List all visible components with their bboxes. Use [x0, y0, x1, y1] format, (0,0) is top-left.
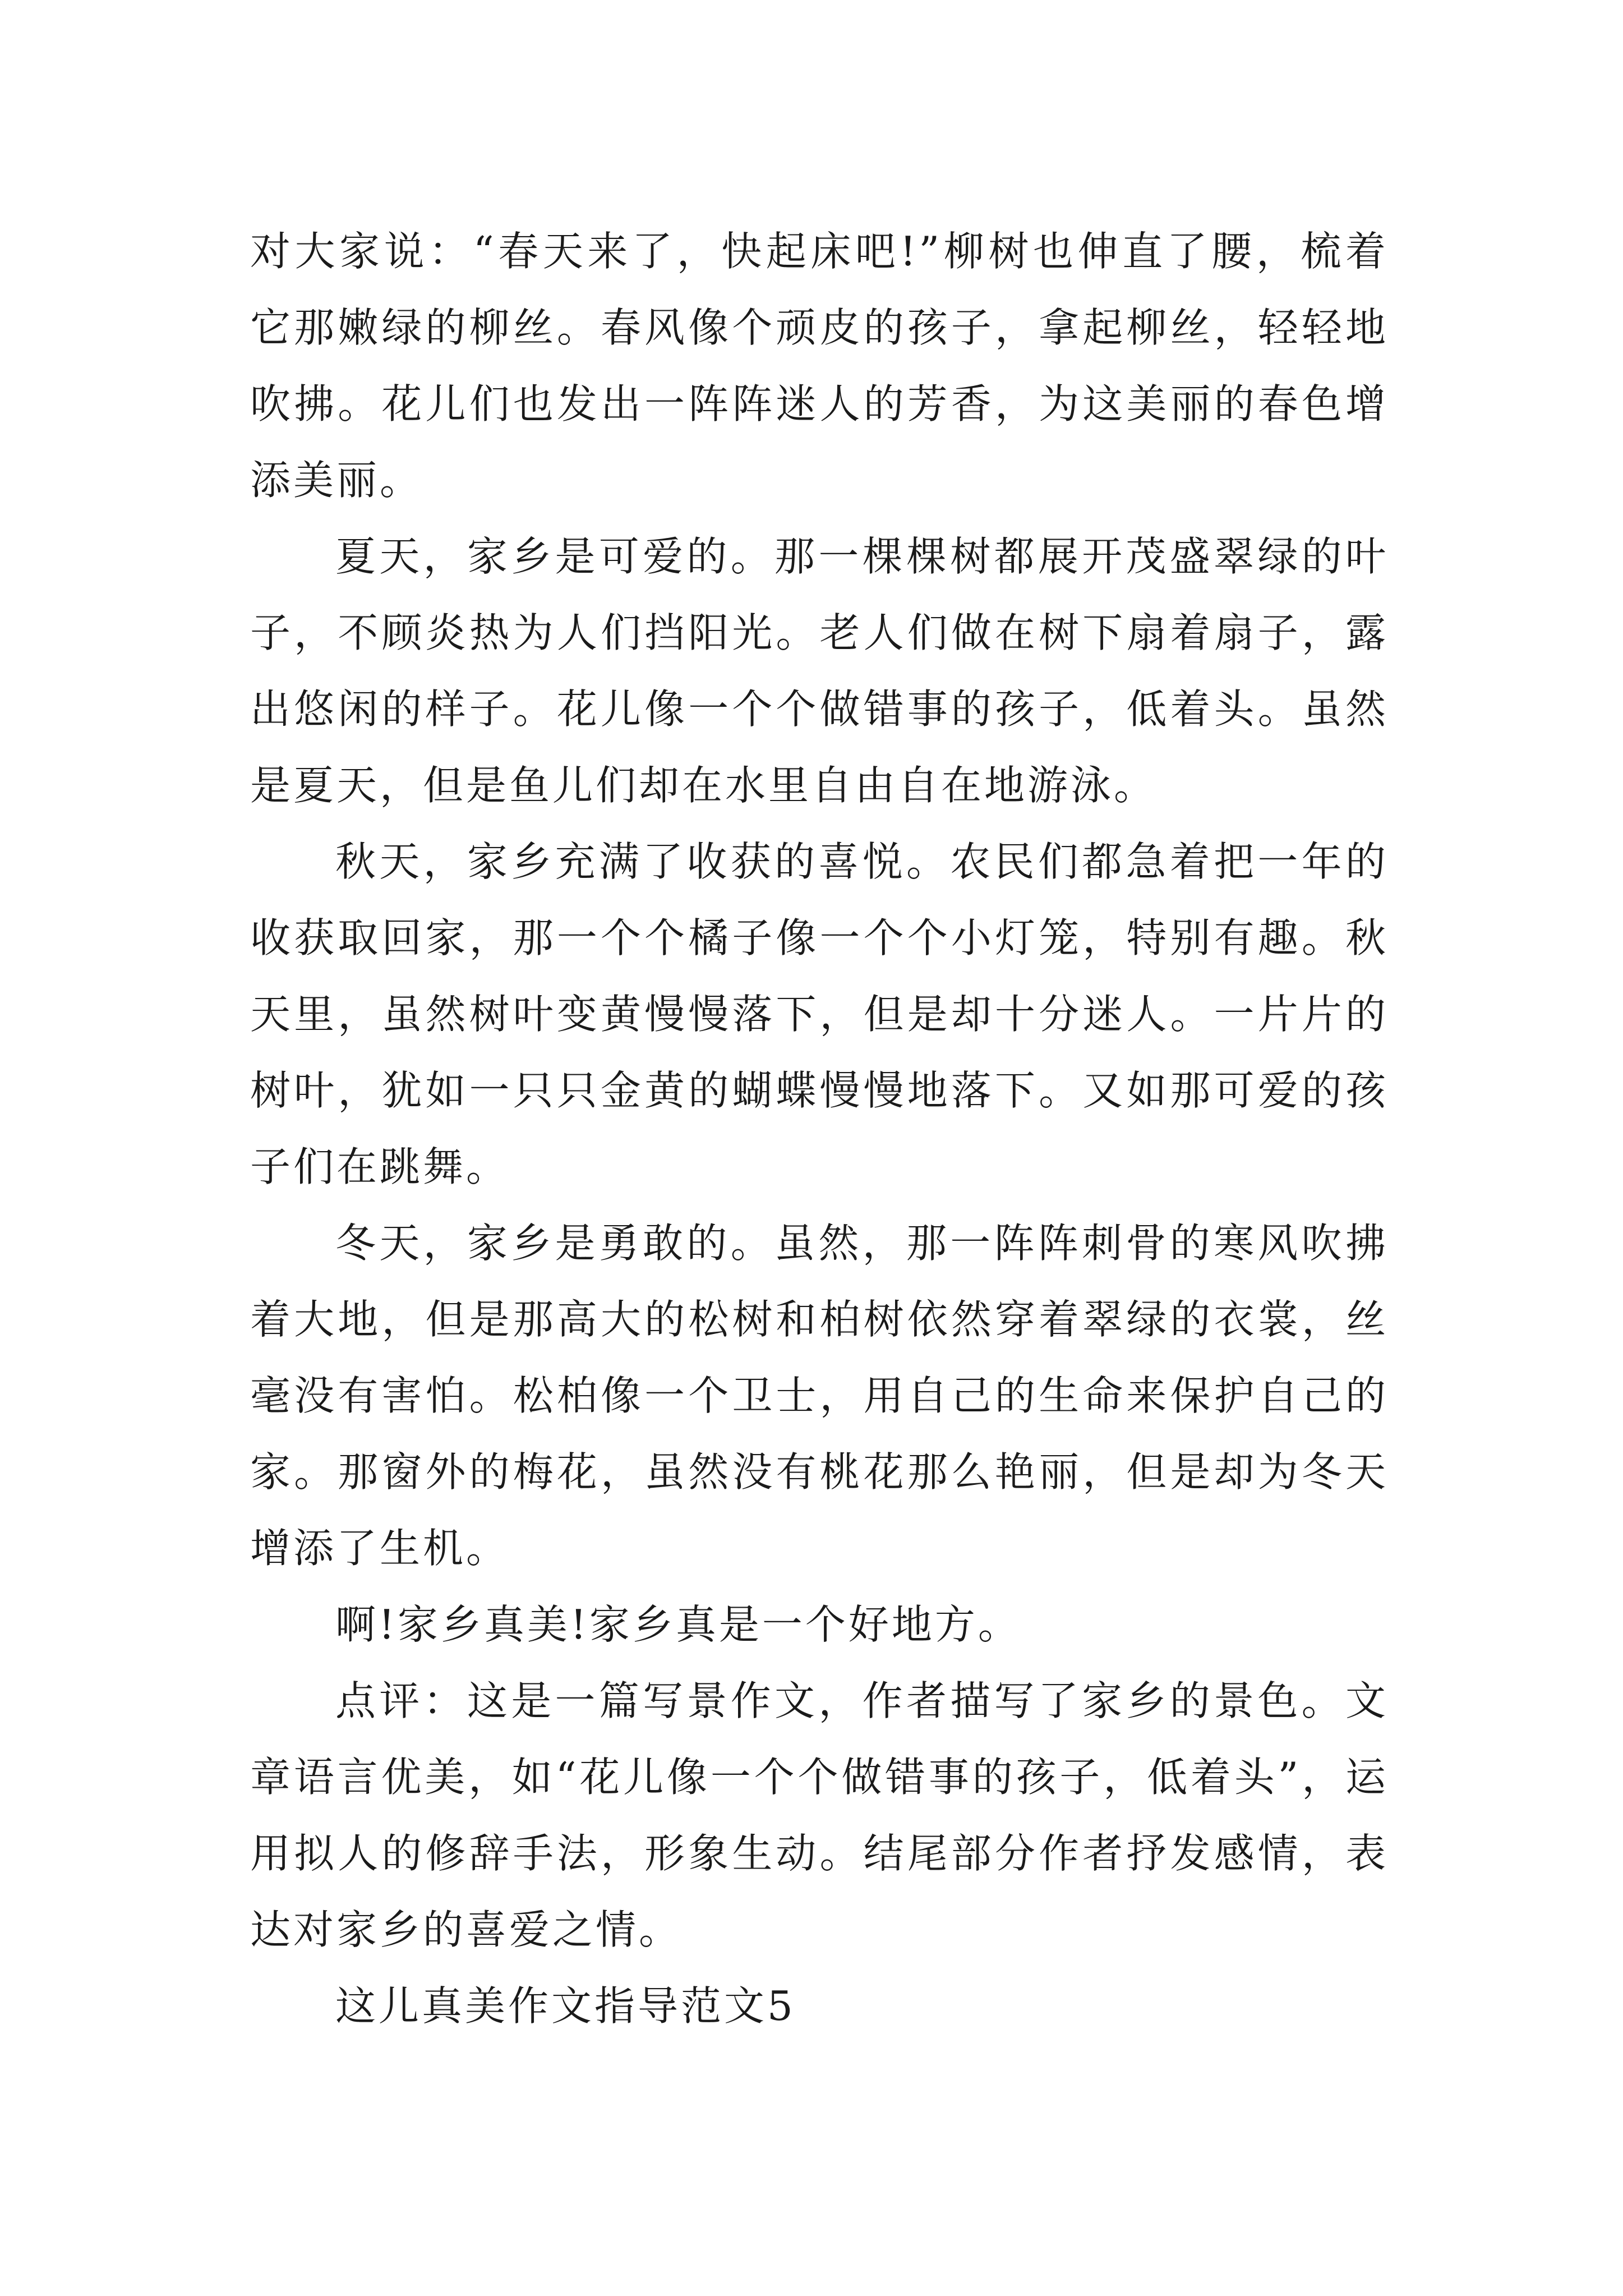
next-article-title: 这儿真美作文指导范文5: [335, 1982, 796, 2030]
paragraph-exclamation: 啊!家乡真美!家乡真是一个好地方。: [335, 1601, 1021, 1648]
paragraph-comment: 点评：这是一篇写景作文，作者描写了家乡的景色。文章语言优美，如“花儿像一个个做错事的孩子，低着头”，运用拟人的修辞手法，形象生动。结尾部分作者抒发感情，表达对家乡的喜爱之情。: [250, 1677, 1389, 1953]
paragraph-winter: 冬天，家乡是勇敢的。虽然，那一阵阵刺骨的寒风吹拂着大地，但是那高大的松树和柏树依然穿着翠绿的衣裳，丝毫没有害怕。松柏像一个卫士，用自己的生命来保护自己的家。那窗外的梅花，虽然没有桃花那么艳丽，但是却为冬天增添了生机。: [250, 1220, 1389, 1572]
document-body: [250, 213, 1389, 2044]
paragraph-summer: 夏天，家乡是可爱的。那一棵棵树都展开茂盛翠绿的叶子，不顾炎热为人们挡阳光。老人们做在树下扇着扇子，露出悠闲的样子。花儿像一个个做错事的孩子，低着头。虽然是夏天，但是鱼儿们却在水里自由自在地游泳。: [250, 533, 1389, 809]
paragraph-spring-continued: 对大家说：“春天来了，快起床吧!”柳树也伸直了腰，梳着它那嫩绿的柳丝。春风像个顽皮的孩子，拿起柳丝，轻轻地吹拂。花儿们也发出一阵阵迷人的芳香，为这美丽的春色增添美丽。: [250, 228, 1389, 504]
paragraph-autumn: 秋天，家乡充满了收获的喜悦。农民们都急着把一年的收获取回家，那一个个橘子像一个个小灯笼，特别有趣。秋天里，虽然树叶变黄慢慢落下，但是却十分迷人。一片片的树叶，犹如一只只金黄的蝴蝶慢慢地落下。又如那可爱的孩子们在跳舞。: [250, 838, 1389, 1190]
